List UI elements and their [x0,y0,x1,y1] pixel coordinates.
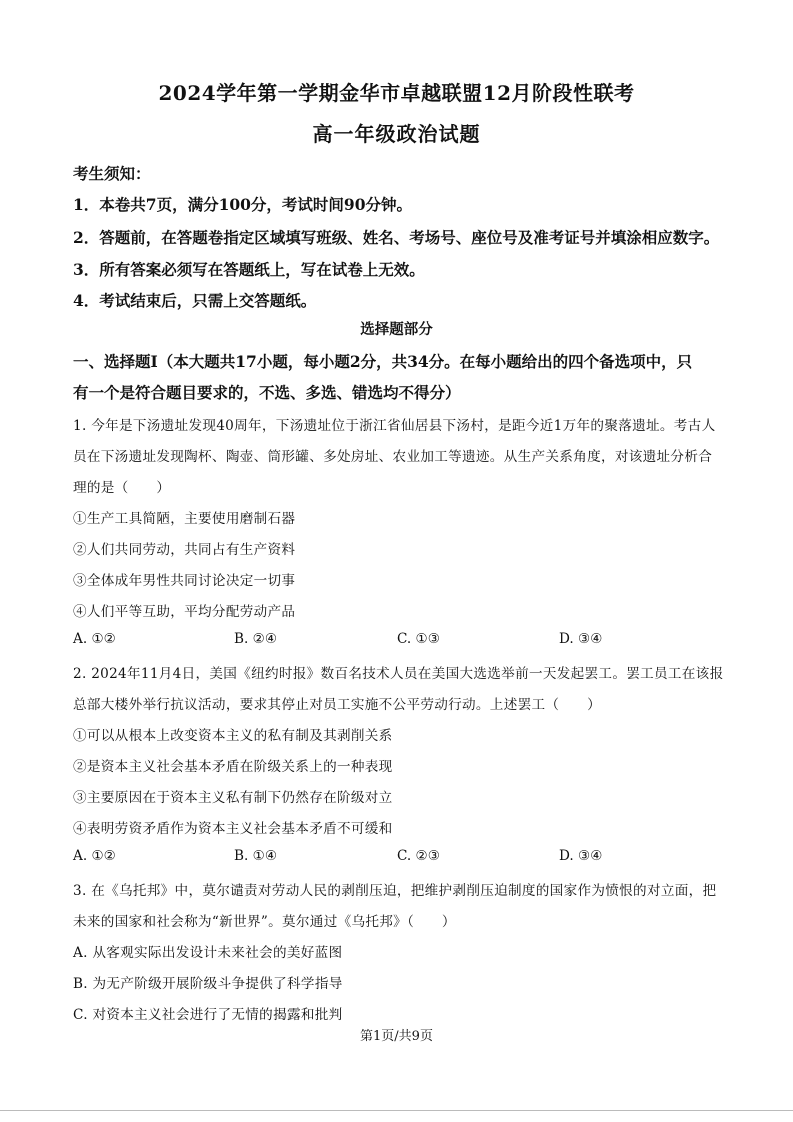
bottom-divider [0,1110,793,1111]
option-b[interactable]: B. ①④ [234,848,278,864]
question-3-stem: 未来的国家和社会称为“新世界”。莫尔通过《乌托邦》（ ） [73,914,456,930]
question-2-stem: 总部大楼外举行抗议活动，要求其停止对员工实施不公平劳动行动。上述罢工（ ） [73,697,601,713]
question-1-statement: ①生产工具简陋，主要使用磨制石器 [73,511,296,527]
question-1-statement: ③全体成年男性共同讨论决定一切事 [73,573,296,589]
notice-item: 4．考试结束后，只需上交答题纸。 [73,291,317,310]
option-c[interactable]: C. ①③ [397,631,440,647]
question-3-stem: 3. 在《乌托邦》中，莫尔谴责对劳动人民的剥削压迫，把维护剥削压迫制度的国家作为愤恨的对立面，把 [73,883,717,899]
question-2-statement: ③主要原因在于资本主义私有制下仍然存在阶级对立 [73,790,393,806]
section-title: 选择题部分 [360,321,433,338]
option-a[interactable]: A. 从客观实际出发设计未来社会的美好蓝图 [73,945,343,961]
option-b[interactable]: B. 为无产阶级开展阶级斗争提供了科学指导 [73,976,343,992]
option-d[interactable]: D. ③④ [559,631,603,647]
question-1-stem: 员在下汤遗址发现陶杯、陶壶、筒形罐、多处房址、农业加工等遗迹。从生产关系角度，对该遗址分析合 [73,449,713,465]
option-a[interactable]: A. ①② [73,848,116,864]
page-number: 第1页/共9页 [360,1029,433,1044]
question-2-statement: ④表明劳资矛盾作为资本主义社会基本矛盾不可缓和 [73,821,393,837]
notice-heading: 考生须知： [73,164,151,183]
notice-item: 1．本卷共7页，满分100分，考试时间90分钟。 [73,195,412,214]
option-b[interactable]: B. ②④ [234,631,278,647]
notice-item: 2．答题前，在答题卷指定区域填写班级、姓名、考场号、座位号及准考证号并填涂相应数字。 [73,228,720,247]
section-instruction: 一、选择题I（本大题共17小题，每小题2分，共34分。在每小题给出的四个备选项中，只 [73,352,693,371]
option-d[interactable]: D. ③④ [559,848,603,864]
option-c[interactable]: C. 对资本主义社会进行了无情的揭露和批判 [73,1007,343,1023]
option-c[interactable]: C. ②③ [397,848,440,864]
section-instruction: 有一个是符合题目要求的，不选、多选、错选均不得分） [73,383,461,402]
exam-title: 2024学年第一学期金华市卓越联盟12月阶段性联考 [158,81,635,105]
question-2-statement: ①可以从根本上改变资本主义的私有制及其剥削关系 [73,728,393,744]
exam-subtitle: 高一年级政治试题 [312,122,481,146]
question-1-statement: ②人们共同劳动，共同占有生产资料 [73,542,296,558]
question-1-stem: 1. 今年是下汤遗址发现40周年，下汤遗址位于浙江省仙居县下汤村，是距今近1万年的聚落遗址。考古人 [73,418,716,434]
question-1-stem: 理的是（ ） [73,480,171,496]
question-2-statement: ②是资本主义社会基本矛盾在阶级关系上的一种表现 [73,759,393,775]
option-a[interactable]: A. ①② [73,631,116,647]
question-2-stem: 2. 2024年11月4日，美国《纽约时报》数百名技术人员在美国大选选举前一天发起罢工。罢工员工在该报 [73,666,724,682]
question-1-statement: ④人们平等互助，平均分配劳动产品 [73,604,296,620]
notice-item: 3．所有答案必须写在答题纸上，写在试卷上无效。 [73,260,425,279]
